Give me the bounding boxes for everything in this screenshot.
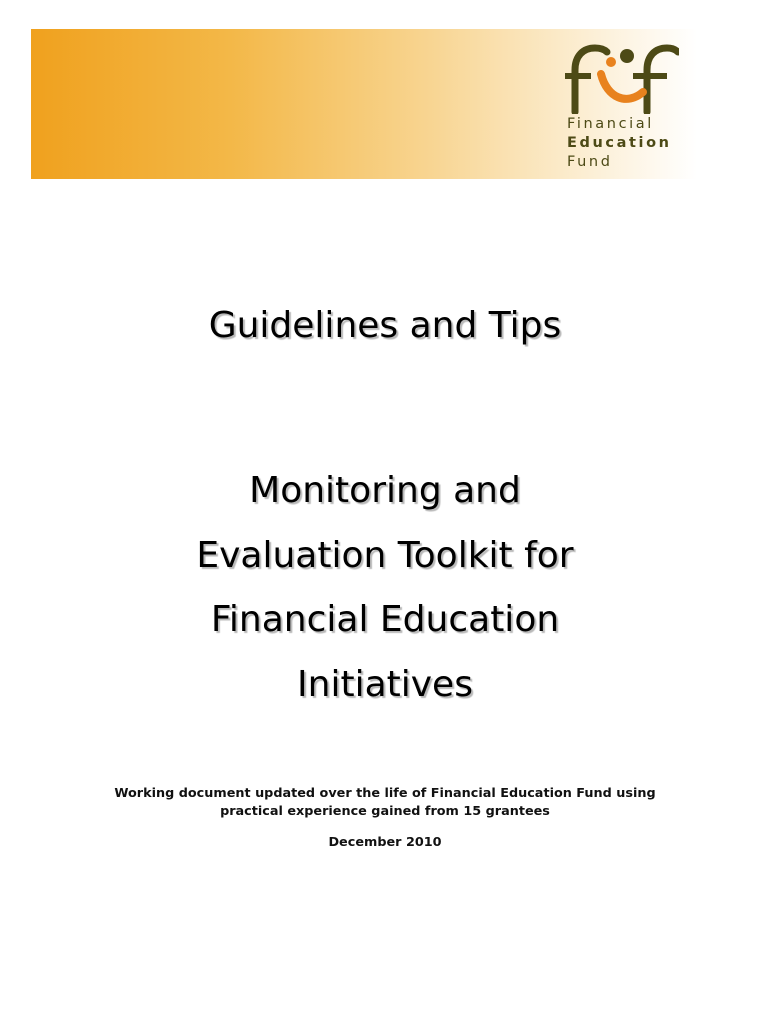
document-date: December 2010 bbox=[328, 835, 442, 850]
fef-logo-icon bbox=[563, 40, 679, 114]
logo-line-financial: Financial bbox=[567, 116, 654, 132]
page-heading: Guidelines and Tips bbox=[208, 305, 562, 346]
logo-line-education: Education bbox=[567, 135, 672, 151]
document-title-line-4: Initiatives bbox=[297, 663, 473, 705]
document-title-line-1: Monitoring and bbox=[249, 470, 521, 511]
document-title-line-3: Financial Education bbox=[210, 599, 560, 640]
subtitle-line-1: Working document updated over the life of Financial Education Fund using bbox=[114, 786, 656, 801]
logo-wordmark bbox=[567, 115, 672, 172]
subtitle-line-2: practical experience gained from 15 grantees bbox=[220, 803, 550, 819]
document-title-line-2: Evaluation Toolkit for bbox=[196, 534, 574, 576]
document-title bbox=[0, 459, 770, 717]
document-subtitle bbox=[0, 785, 770, 820]
fef-logo bbox=[557, 40, 687, 172]
logo-line-fund: Fund bbox=[567, 154, 613, 170]
